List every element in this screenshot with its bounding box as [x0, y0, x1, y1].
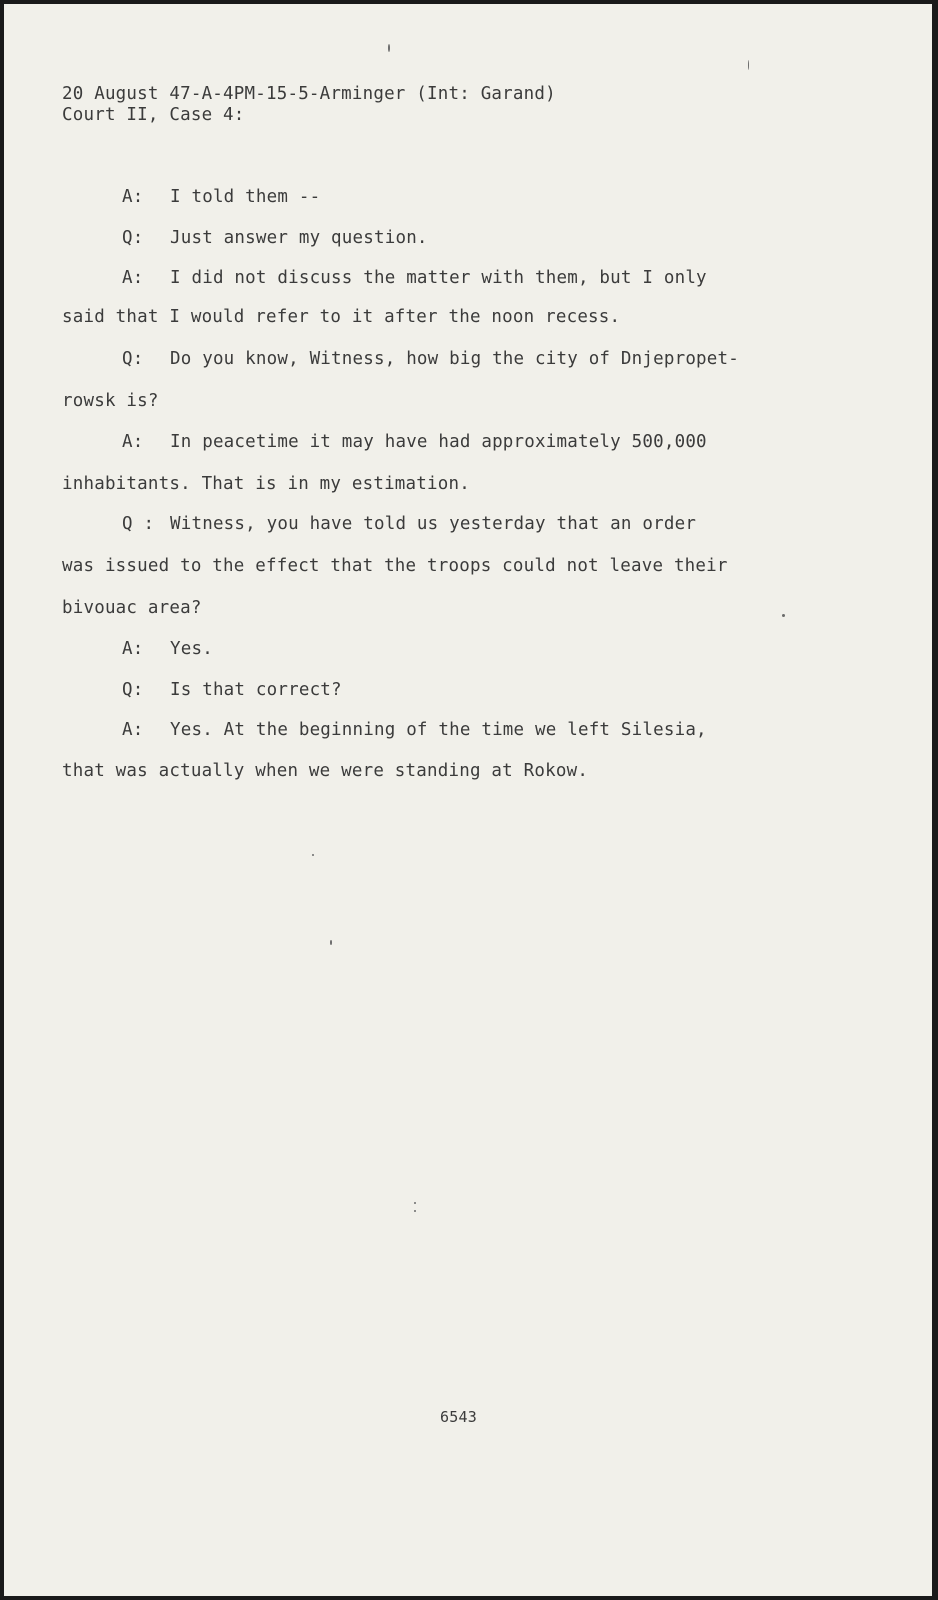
testimony-text: rowsk is?: [62, 391, 159, 411]
testimony-text: said that I would refer to it after the noon recess.: [62, 307, 621, 327]
testimony-line: [122, 680, 342, 700]
testimony-line: [122, 228, 428, 248]
testimony-line: [62, 598, 202, 618]
testimony-text: I did not discuss the matter with them, but I only: [170, 268, 707, 288]
testimony-text: Is that correct?: [170, 680, 342, 700]
testimony-line: [62, 307, 620, 327]
testimony-text: that was actually when we were standing at Rokow.: [62, 761, 589, 781]
testimony-text: Yes. At the beginning of the time we left Silesia,: [170, 720, 707, 740]
document-page: [4, 4, 932, 1596]
speaker-label: A:: [122, 432, 144, 452]
speaker-label: A:: [122, 187, 144, 207]
speaker-label: A:: [122, 720, 144, 740]
testimony-line: [122, 187, 320, 207]
testimony-text: I told them --: [170, 187, 321, 207]
paper-speck: [312, 854, 314, 856]
testimony-text: bivouac area?: [62, 598, 202, 618]
speaker-label: Q:: [122, 349, 144, 369]
paper-speck: [748, 60, 749, 70]
header-date-line: 20 August 47-A-4PM-15-5-Arminger (Int: Garand): [62, 84, 556, 104]
testimony-text: In peacetime it may have had approximately 500,000: [170, 432, 707, 452]
page-number: 6543: [440, 1408, 477, 1426]
testimony-text: was issued to the effect that the troops could not leave their: [62, 556, 728, 576]
paper-speck: [388, 44, 390, 52]
testimony-line: [122, 349, 739, 369]
paper-speck: [330, 940, 332, 945]
testimony-text: Yes.: [170, 639, 213, 659]
testimony-line: [122, 639, 213, 659]
testimony-line: [122, 432, 707, 452]
testimony-text: inhabitants. That is in my estimation.: [62, 474, 470, 494]
testimony-line: [62, 474, 470, 494]
testimony-line: [122, 268, 707, 288]
paper-speck: [414, 1202, 416, 1204]
testimony-line: [122, 514, 696, 534]
testimony-line: [62, 391, 159, 411]
speaker-label: Q :: [122, 514, 155, 534]
testimony-text: Witness, you have told us yesterday that an order: [170, 514, 697, 534]
testimony-text: Just answer my question.: [170, 228, 428, 248]
speaker-label: A:: [122, 639, 144, 659]
speaker-label: Q:: [122, 680, 144, 700]
testimony-text: Do you know, Witness, how big the city of Dnjepropet-: [170, 349, 740, 369]
document-header: [62, 84, 556, 126]
testimony-line: [122, 720, 707, 740]
speaker-label: A:: [122, 268, 144, 288]
paper-speck: [782, 614, 785, 617]
paper-speck: [414, 1210, 416, 1212]
header-court-line: Court II, Case 4:: [62, 105, 245, 125]
speaker-label: Q:: [122, 228, 144, 248]
testimony-line: [62, 761, 588, 781]
testimony-line: [62, 556, 728, 576]
